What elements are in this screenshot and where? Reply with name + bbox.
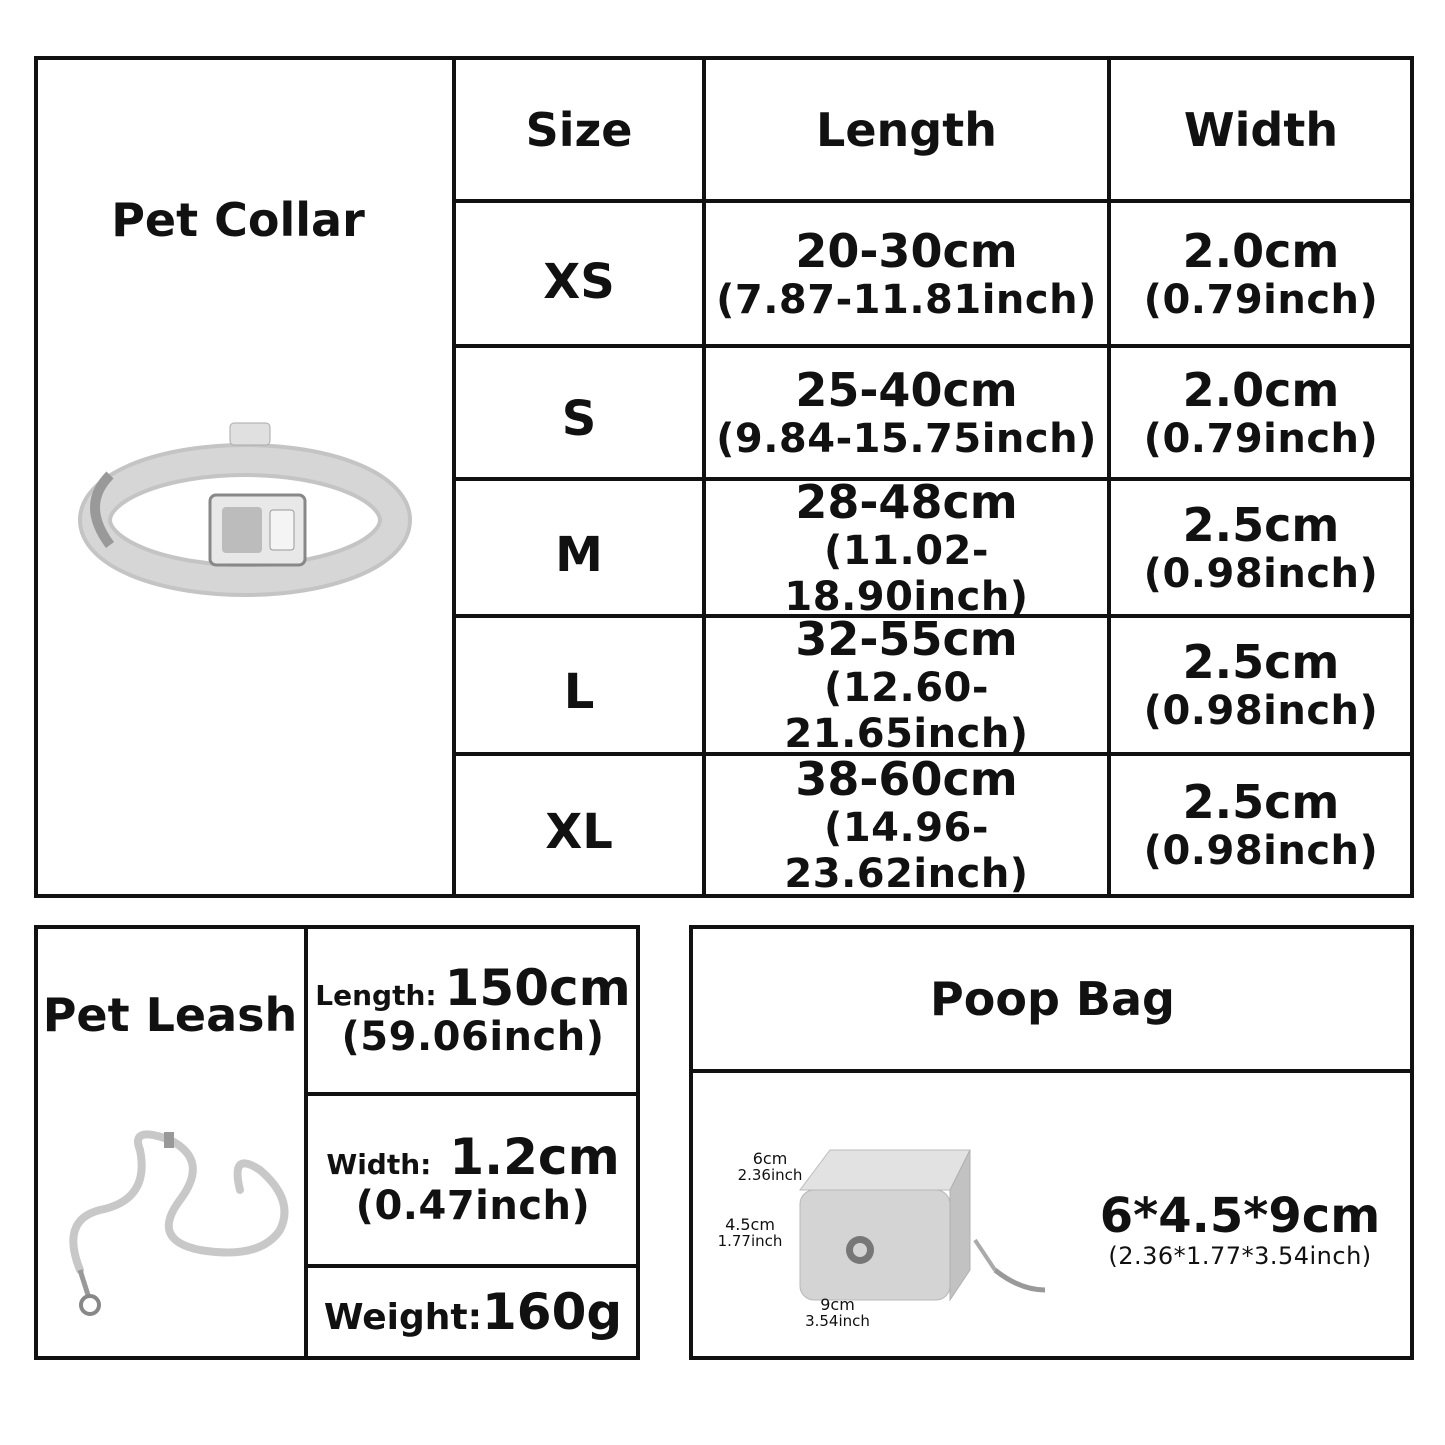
size-inch: (2.36*1.77*3.54inch) [1108, 1242, 1372, 1270]
width-cell [1111, 618, 1411, 752]
width-cm: 2.5cm [1182, 775, 1340, 829]
width-cm: 2.5cm [1182, 635, 1340, 689]
size-cm: 6*4.5*9cm [1099, 1188, 1381, 1244]
width-inch: (0.98inch) [1143, 550, 1379, 597]
width-inch: (0.98inch) [1143, 688, 1379, 734]
poop-bag-size [1075, 1180, 1405, 1280]
width-value: 1.2cm [449, 1128, 620, 1186]
width-inch: (0.98inch) [1143, 828, 1379, 874]
collar-title: Pet Collar [111, 193, 365, 247]
width-cell [1111, 481, 1411, 614]
width-cm: 2.0cm [1182, 223, 1340, 278]
poop-bag-image [790, 1140, 1080, 1320]
leash-length-cell [308, 929, 638, 1092]
dim-depth-inch: 1.77inch [717, 1232, 783, 1250]
length-cell [706, 752, 1107, 897]
length-label: Length: [315, 978, 437, 1012]
length-value: 150cm [444, 958, 631, 1017]
leash-width-cell [308, 1096, 638, 1264]
dim-length [790, 1295, 885, 1331]
header-length: Length [816, 102, 997, 157]
header-size: Size [525, 102, 633, 157]
width-cm: 2.0cm [1182, 362, 1340, 417]
collar-image [70, 415, 400, 595]
size-cell: XS [543, 254, 615, 310]
width-inch: (0.79inch) [1143, 415, 1379, 462]
width-inch: (0.47inch) [355, 1183, 591, 1229]
length-inch: (12.60-21.65inch) [784, 665, 1029, 757]
size-cell: L [563, 664, 595, 720]
width-cell [1111, 756, 1411, 894]
length-cm: 20-30cm [795, 223, 1018, 278]
poop-bag-title: Poop Bag [930, 972, 1175, 1026]
width-cell [1111, 203, 1411, 344]
weight-label: Weight: [323, 1297, 482, 1338]
leash-weight-cell [308, 1268, 638, 1356]
leash-title: Pet Leash [42, 988, 298, 1042]
width-inch: (0.79inch) [1143, 276, 1379, 323]
length-cell [706, 348, 1107, 477]
width-cm: 2.5cm [1182, 497, 1340, 552]
weight-value: 160g [482, 1283, 623, 1341]
size-cell: S [561, 390, 597, 447]
size-cell: XL [545, 804, 613, 860]
size-cell: M [555, 526, 603, 583]
length-cm: 25-40cm [795, 362, 1018, 417]
length-cm: 32-55cm [795, 612, 1018, 666]
length-cell [706, 203, 1107, 344]
width-cell [1111, 348, 1411, 477]
length-cm: 38-60cm [795, 752, 1018, 806]
length-inch: (11.02-18.90inch) [784, 527, 1029, 620]
header-width: Width [1183, 102, 1339, 157]
dim-length-cm: 9cm [820, 1295, 855, 1314]
dim-height-inch: 2.36inch [737, 1166, 803, 1184]
dim-height-cm: 6cm [752, 1149, 788, 1168]
width-label: Width: [326, 1148, 432, 1181]
dim-height [730, 1150, 810, 1184]
length-cm: 28-48cm [795, 474, 1018, 529]
length-inch: (14.96-23.62inch) [784, 805, 1029, 897]
divider [691, 1069, 1412, 1073]
dim-depth-cm: 4.5cm [725, 1215, 775, 1234]
length-cell [706, 474, 1107, 620]
length-inch: (7.87-11.81inch) [716, 276, 1097, 323]
length-inch: (59.06inch) [341, 1013, 605, 1060]
length-inch: (9.84-15.75inch) [716, 415, 1097, 462]
dim-length-inch: 3.54inch [805, 1312, 870, 1330]
dim-depth [705, 1215, 795, 1251]
leash-image [60, 1130, 300, 1320]
length-cell [706, 612, 1107, 757]
